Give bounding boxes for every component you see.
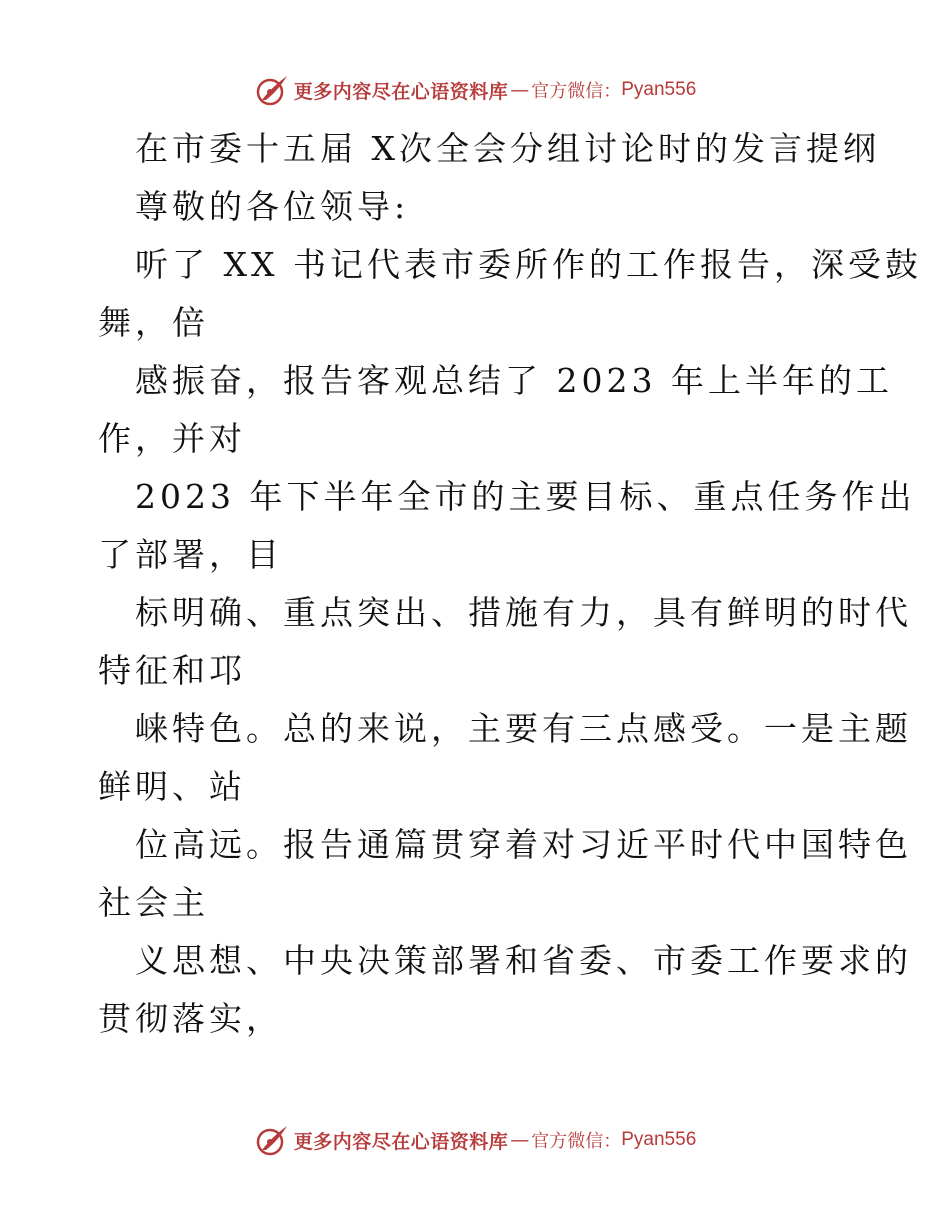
footer-watermark: [0, 1120, 950, 1160]
paragraph-line: 作，并对: [98, 419, 246, 458]
banner-wechat-label: 官方微信：: [531, 1131, 622, 1152]
paragraph-line: 2023 年下半年全市的主要目标、重点任务作出: [135, 477, 916, 516]
quill-logo-icon: [254, 72, 290, 108]
quill-logo-icon: [254, 1122, 290, 1158]
paragraph-line: 位高远。报告通篇贯穿着对习近平时代中国特色: [135, 825, 912, 864]
banner-wechat-id: Pyan556: [621, 1129, 697, 1150]
paragraph-line: 义思想、中央决策部署和省委、市委工作要求的: [135, 941, 912, 980]
paragraph-line: 特征和邛: [98, 651, 246, 690]
banner-dash: —: [510, 1129, 530, 1151]
header-watermark: [0, 70, 950, 110]
paragraph-line: 鲜明、站: [98, 767, 246, 806]
document-title: 在市委十五届 X次全会分组讨论时的发言提纲: [135, 129, 880, 168]
banner-site-text: 更多内容尽在心语资料库: [293, 80, 509, 103]
paragraph-line: 舞，倍: [98, 303, 209, 342]
paragraph-line: 贯彻落实，: [98, 999, 283, 1038]
document-body: [98, 120, 922, 1048]
banner-wechat-label: 官方微信：: [531, 81, 622, 102]
salutation: 尊敬的各位领导:: [135, 187, 410, 226]
paragraph-line: 崃特色。总的来说，主要有三点感受。一是主题: [135, 709, 912, 748]
paragraph-line: 社会主: [98, 883, 209, 922]
paragraph-line: 听了 XX 书记代表市委所作的工作报告，深受鼓: [135, 245, 922, 284]
banner-site-text: 更多内容尽在心语资料库: [293, 1130, 509, 1153]
paragraph-line: 标明确、重点突出、措施有力，具有鲜明的时代: [135, 593, 912, 632]
banner-wechat-id: Pyan556: [621, 79, 697, 100]
paragraph-line: 了部署，目: [98, 535, 283, 574]
banner-dash: —: [510, 79, 530, 101]
paragraph-line: 感振奋，报告客观总结了 2023 年上半年的工: [135, 361, 893, 400]
